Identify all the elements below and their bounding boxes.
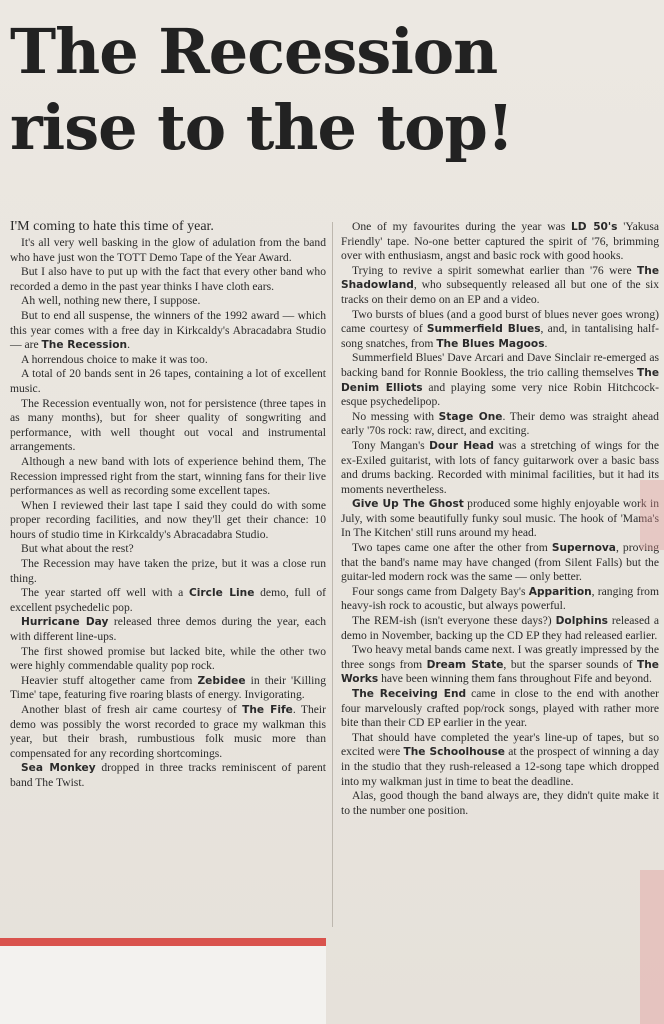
text-run: , ranging from heavy-ish rock to acoustic, but always powerful. bbox=[341, 584, 659, 613]
article-paragraph bbox=[341, 614, 659, 643]
text-run: . bbox=[127, 338, 130, 352]
pink-highlight-stain bbox=[640, 870, 664, 1024]
text-run: came in close to the end with another four marvelously crafted pop/rock songs, played with rather more bite than their CD EP earlier in the year. bbox=[341, 687, 659, 730]
band-name: The Receiving End bbox=[352, 688, 467, 700]
text-run: Another blast of fresh air came courtesy of bbox=[21, 703, 243, 716]
article-paragraph bbox=[10, 397, 326, 455]
text-run: and playing some very nice Robin Hitchcock-esque psychedelipop. bbox=[341, 380, 659, 409]
text-run: The Recession eventually won, not for persistence (three tapes in as many months), but for sheer quality of songwriting and performance, with well thought out vocal and instrumental arrangements. bbox=[10, 396, 326, 454]
text-run: Ah well, nothing new there, I suppose. bbox=[21, 294, 201, 308]
text-run: released a demo in November, backing up the CD EP they had released earlier. bbox=[341, 614, 659, 642]
band-name: The Works bbox=[341, 658, 659, 686]
text-run: The first showed promise but lacked bite, while the other two were highly commendable quality pop rock. bbox=[10, 644, 326, 673]
band-name: Circle Line bbox=[189, 587, 255, 600]
article-paragraph bbox=[341, 541, 659, 585]
headline-line-1: The Recession bbox=[10, 15, 498, 88]
pink-highlight-stain bbox=[640, 480, 664, 550]
band-name: Give Up The Ghost bbox=[352, 498, 464, 511]
text-run: The Recession may have taken the prize, but it was a close run thing. bbox=[10, 557, 326, 585]
article-paragraph bbox=[10, 586, 326, 615]
text-run: But to end all suspense, the winners of the 1992 award — which this year comes with a free day in Kirkcaldy's Abracadabra Studio — are bbox=[10, 308, 326, 352]
article-paragraph bbox=[341, 643, 659, 687]
article-paragraph bbox=[10, 761, 326, 790]
band-name: The Blues Magoos bbox=[436, 337, 545, 350]
text-run: demo, full of excellent psychedelic pop. bbox=[10, 586, 326, 614]
text-run: The REM-ish (isn't everyone these days?) bbox=[352, 614, 556, 628]
article-paragraph bbox=[10, 557, 326, 586]
text-run: Although a new band with lots of experience behind them, The Recession impressed right from the start, winning fans for their live performances as well as recording some excellent tapes. bbox=[10, 454, 326, 498]
red-rule bbox=[0, 938, 326, 946]
band-name: Summerfield Blues bbox=[426, 323, 541, 336]
band-name: Supernova bbox=[551, 542, 616, 555]
text-run: , who subsequently released all but one of the six tracks on their demo on an EP and a video. bbox=[341, 278, 659, 306]
band-name: Apparition bbox=[528, 585, 592, 598]
band-name: Stage One bbox=[438, 410, 503, 423]
band-name: LD 50's bbox=[571, 221, 618, 233]
band-name: Sea Monkey bbox=[21, 762, 96, 775]
headline-line-2: rise to the top! bbox=[10, 91, 514, 164]
text-run: . Their demo was straight ahead early '70s rock: raw, direct, and exciting. bbox=[341, 409, 659, 438]
band-name: Hurricane Day bbox=[21, 616, 109, 629]
band-name: Dour Head bbox=[429, 439, 494, 452]
article-paragraph bbox=[341, 439, 659, 497]
text-run: But what about the rest? bbox=[21, 542, 134, 556]
band-name: The Denim Elliots bbox=[341, 366, 659, 394]
article-paragraph bbox=[10, 542, 326, 557]
text-run: produced some highly enjoyable work in July, with some beautifully funky soul music. The hook of 'Mama's In The Kitchen' still runs around my head. bbox=[341, 497, 659, 540]
column-divider bbox=[332, 222, 333, 927]
article-paragraph bbox=[341, 220, 659, 264]
text-run: at the prospect of winning a day in the studio that they rush-released a 12-song tape which dropped into my walkman just in time to beat the deadline. bbox=[341, 745, 659, 788]
article-paragraph bbox=[10, 703, 326, 761]
text-run: I'M coming to hate this time of year. bbox=[10, 219, 214, 234]
article-paragraph bbox=[10, 218, 326, 235]
band-name: Dolphins bbox=[555, 615, 608, 628]
text-run: Four songs came from Dalgety Bay's bbox=[352, 584, 529, 598]
text-run: No messing with bbox=[352, 409, 439, 423]
text-run: in their 'Killing Time' tape, featuring five roaring blasts of energy. Invigorating. bbox=[10, 673, 326, 702]
text-run: One of my favourites during the year was bbox=[352, 220, 572, 233]
article-paragraph bbox=[10, 353, 326, 368]
article-paragraph bbox=[10, 265, 326, 294]
article-paragraph bbox=[10, 309, 326, 353]
text-run: dropped in three tracks reminiscent of parent band The Twist. bbox=[10, 761, 326, 789]
blank-paper-area bbox=[0, 946, 326, 1024]
text-run: But I also have to put up with the fact that every other band who recorded a demo in the past year thinks I have cloth ears. bbox=[10, 265, 326, 293]
article-paragraph bbox=[10, 455, 326, 499]
article-paragraph bbox=[10, 367, 326, 396]
text-run: Two heavy metal bands came next. I was greatly impressed by the three songs from bbox=[341, 643, 659, 671]
article-paragraph bbox=[10, 499, 326, 543]
text-run: was a stretching of wings for the ex-Exiled guitarist, with lots of fancy guitarwork over a basic bass and drums backing. Recorded with minimal facilities, but it had its moments nevertheless. bbox=[341, 438, 659, 496]
headline bbox=[10, 14, 660, 166]
article-paragraph bbox=[341, 497, 659, 541]
article-paragraph bbox=[10, 615, 326, 644]
article-paragraph bbox=[341, 410, 659, 439]
text-run: released three demos during the year, each with different line-ups. bbox=[10, 615, 326, 644]
article-paragraph bbox=[341, 585, 659, 614]
article-paragraph bbox=[341, 731, 659, 789]
text-run: That should have completed the year's line-up of tapes, but so excited were bbox=[341, 730, 659, 759]
article-paragraph bbox=[341, 308, 659, 352]
article-right-column bbox=[341, 220, 659, 818]
article-paragraph bbox=[10, 294, 326, 309]
text-run: , and, in tantalising half-song snatches, from bbox=[341, 322, 659, 350]
text-run: Alas, good though the band always are, they didn't quite make it to the number one position. bbox=[341, 789, 659, 817]
text-run: have been winning them fans throughout Fife and beyond. bbox=[378, 672, 652, 686]
article-paragraph bbox=[10, 645, 326, 674]
text-run: Trying to revive a spirit somewhat earlier than '76 were bbox=[352, 263, 638, 277]
article-paragraph bbox=[341, 264, 659, 308]
text-run: 'Yakusa Friendly' tape. No-one better captured the spirit of '76, brimming over with enthusiasm, angst and basic rock with good hooks. bbox=[341, 220, 659, 263]
text-run: . Their demo was possibly the worst recorded to grace my walkman this year, but their brash, rumbustious folk music more than compensated for any recording shortcomings. bbox=[10, 703, 326, 760]
band-name: Dream State bbox=[426, 658, 504, 671]
band-name: The Shadowland bbox=[341, 264, 659, 292]
band-name: Zebidee bbox=[197, 674, 246, 687]
text-run: Summerfield Blues' Dave Arcari and Dave Sinclair re-emerged as backing band for Ronnie Bookless, the trio calling themselves bbox=[341, 351, 659, 379]
text-run: When I reviewed their last tape I said they could do with some proper recording facilities, and now they'll get their chance: 10 hours of studio time in Kirkcaldy's Abracadabra Studio. bbox=[10, 498, 326, 541]
article-paragraph bbox=[341, 687, 659, 731]
article-paragraph bbox=[10, 236, 326, 265]
text-run: , but the sparser sounds of bbox=[503, 657, 638, 671]
text-run: . bbox=[544, 336, 548, 350]
text-run: The year started off well with a bbox=[21, 586, 190, 600]
text-run: A total of 20 bands sent in 26 tapes, containing a lot of excellent music. bbox=[10, 367, 326, 395]
text-run: Two bursts of blues (and a good burst of blues never goes wrong) came courtesy of bbox=[341, 307, 659, 336]
band-name: The Schoolhouse bbox=[403, 746, 505, 759]
text-run: Two tapes came one after the other from bbox=[352, 541, 552, 555]
text-run: , proving that the band's name may have changed (from Silent Falls) but the guitar-led modern rock was the same — only better. bbox=[341, 541, 659, 584]
article-paragraph bbox=[341, 789, 659, 818]
band-name: The Recession bbox=[41, 339, 128, 352]
text-run: Heavier stuff altogether came from bbox=[21, 673, 198, 687]
text-run: It's all very well basking in the glow of adulation from the band who have just won the TOTT Demo Tape of the Year Award. bbox=[10, 236, 326, 264]
text-run: Tony Mangan's bbox=[352, 438, 430, 452]
article-paragraph bbox=[10, 674, 326, 703]
article-paragraph bbox=[341, 351, 659, 409]
band-name: The Fife bbox=[242, 704, 293, 716]
article-left-column bbox=[10, 218, 326, 791]
text-run: A horrendous choice to make it was too. bbox=[21, 352, 208, 366]
